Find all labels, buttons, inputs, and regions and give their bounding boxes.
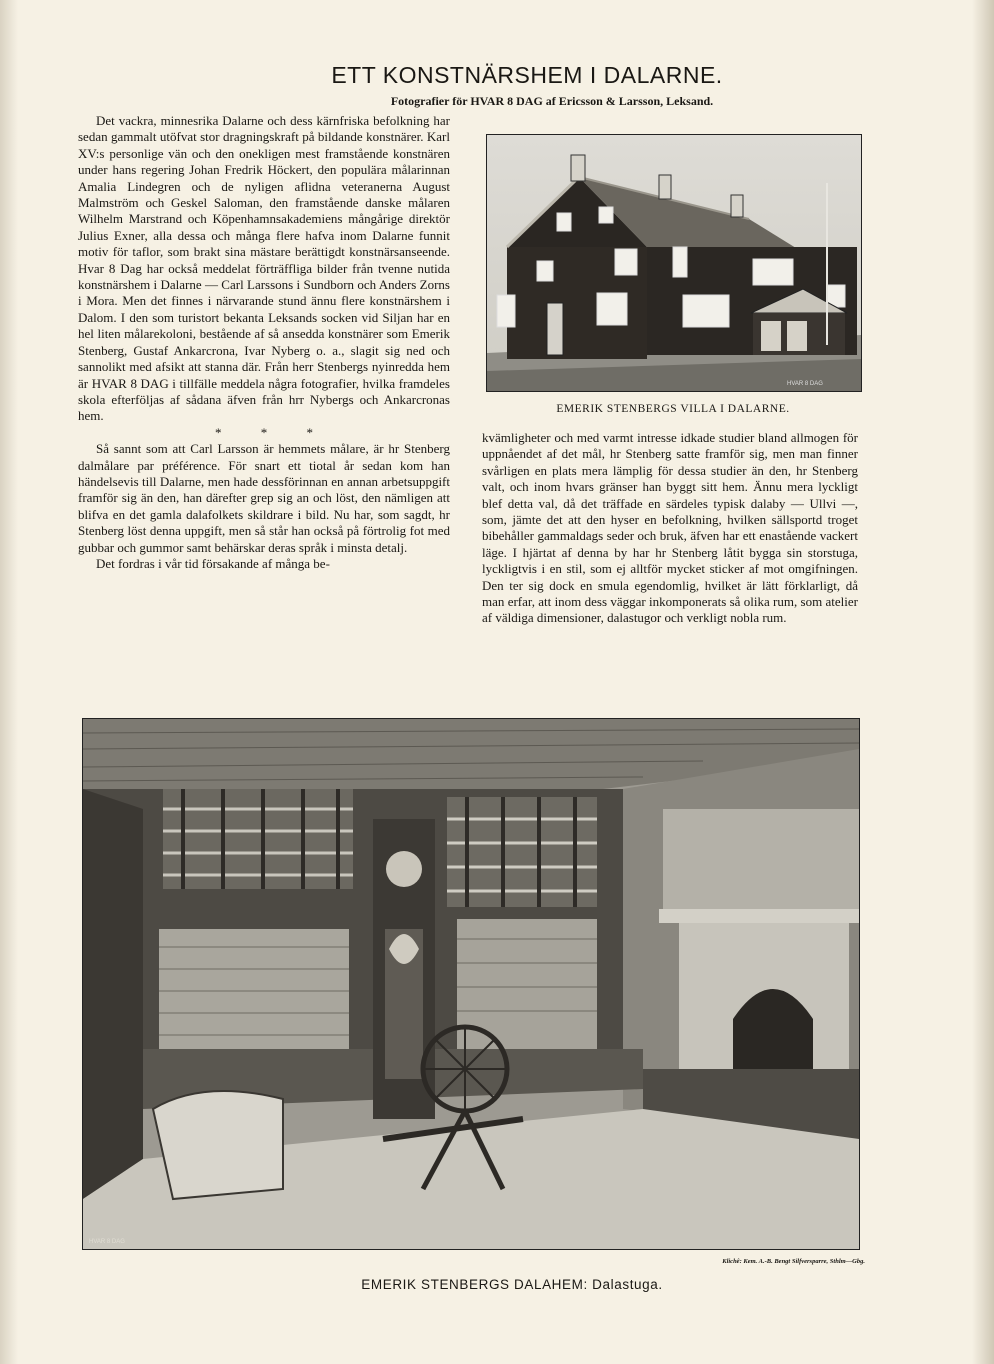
paragraph-2: Så sannt som att Carl Larsson är hemmets målare, är hr Stenberg dalmålare par préférence. För snart ett tiotal år sedan kom han händelsevis till Dalarne, men hade dessförinnan en annan arbetsuppgift framför sig än den, han därefter grep sig an och löst, den nämligen att blifva en det gamla dalafolkets skildrare i bild. Nu har, som sagdt, hr Stenberg löst denna uppgift, men så står han också på förtrolig fot med gubbar och gummor samt behärskar deras språk i minsta detalj. [78,441,450,555]
interior-caption: EMERIK STENBERGS DALAHEM: Dalastuga. [361,1277,663,1292]
paragraph-1: Det vackra, minnesrika Dalarne och dess kärnfriska befolkning har sedan gammalt utöfvat stor dragningskraft på bildande konstnärer. Karl XV:s personlige vän och den onekligen mest framstående konstnären under hans regering Johan Fredrik Höckert, den populära målarinnan Amalia Lindegren och de nyligen aflidna veteranerna August Malmström och Geskel Saloman, den framstående danske målaren Wilhelm Marstrand och Köpenhamnsakademiens mångårige direktör Julius Exner, alla dessa och många flere hafva inom Dalarne funnit motiv för taflor, som brakt sina mästare berättigdt konstnärsanseende. Hvar 8 Dag har också meddelat förträffliga bilder från tvenne nutida konstnärshem i Dalarne — Carl Larssons i Sundborn och Anders Zorns i Mora. Men det finnes i närvarande stund ännu flere konstnärshem i Dalom. I den som turistort bekanta Leksands socken vid Siljan har en hel liten målarekoloni, bestående af så ansedda konstnärer som Emerik Stenberg, Gustaf Ankarcrona, Ivar Nyberg o. a., slagit sig ned och sannolikt med afsikt att stanna där. Från herr Stenbergs nyinredda hem är HVAR 8 DAG i tillfälle meddela några fotografier, hvilka framdeles skola efterföljas af sådana äfven från hrr Nybergs och Ankarcronas hem. [78,113,450,424]
villa-caption: EMERIK STENBERGS VILLA I DALARNE. [556,403,790,415]
svg-text:HVAR 8 DAG: HVAR 8 DAG [787,381,823,387]
article-subtitle: Fotografier för HVAR 8 DAG af Ericsson & Larsson, Leksand. [390,94,714,108]
villa-photo [486,134,862,392]
page-edge-right [972,0,994,1364]
right-column [482,430,858,627]
interior-photo [82,718,860,1250]
svg-text:HVAR 8 DAG: HVAR 8 DAG [89,1239,125,1245]
article-title: ETT KONSTNÄRSHEM I DALARNE. [331,62,723,88]
paragraph-3: Det fordras i vår tid försakande af många be- [96,555,330,571]
section-separator: * * * [215,424,331,440]
page-edge-left [0,0,18,1364]
cliche-credit: Klichê: Kem. A.-B. Bengt Silfversparre, Sthlm—Gbg. [722,1258,865,1265]
left-column [78,113,450,572]
right-column-text: kvämligheter och med varmt intresse idkade studier bland allmogen för uppnåendet af det mål, hr Stenberg satte framför sig, men man finner svårligen en plats mera lämplig för dessa studier än den, hr Stenberg valt, och inom hvars gränser han byggt sitt hem. Ännu mera lyckligt blef detta val, då det träffade en särdeles typisk dalaby — Ullvi —, som, jämte det att den hyser en befolkning, hvilken sällsportd troget bibehåller gammaldags seder och bruk, äfven har ett enastående vackert läge. I hjärtat af denna by har hr Stenberg låtit bygga sin storstuga, lyckligtvis i en stil, som ej alltför mycket sticker af mot omgifningen. Den ter sig dock en smula egendomlig, hvilket är lätt förklarligt, då man erfar, att inom dess väggar inkomponerats så olika rum, som atelier af väldiga dimensioner, dalastugor och verkligt nobla rum. [482,430,858,626]
